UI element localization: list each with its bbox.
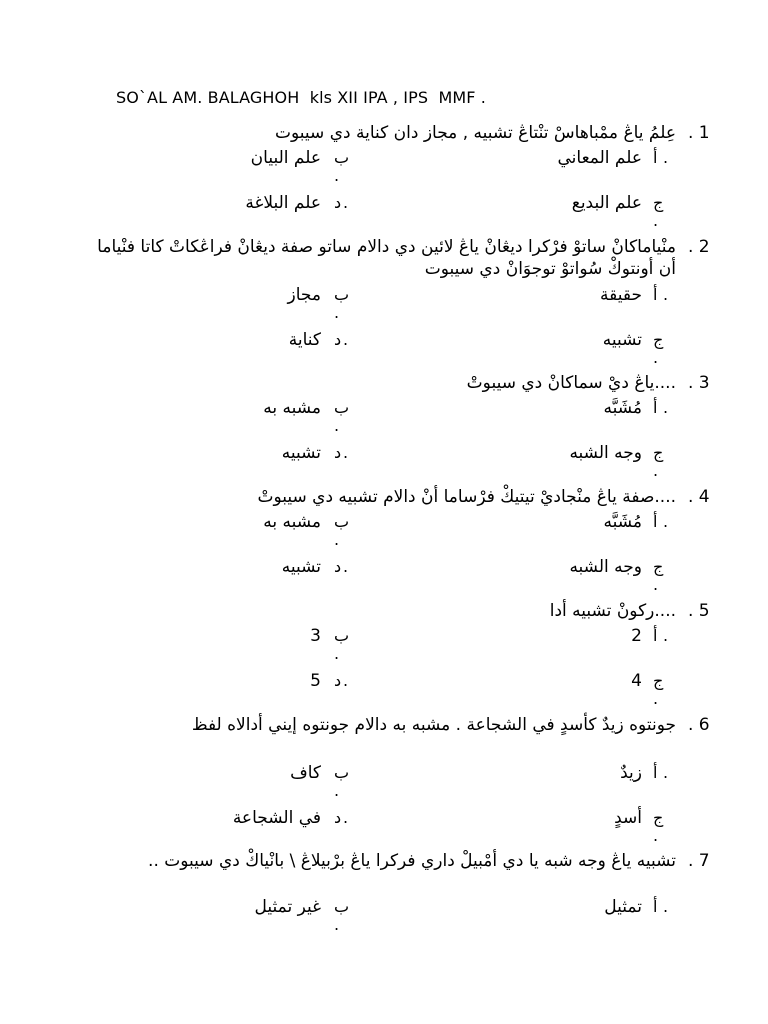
option-letter: د <box>334 193 342 212</box>
option-text: مشبه به <box>263 398 321 418</box>
option-dot: . <box>343 193 349 212</box>
option-dot: . <box>343 557 349 576</box>
option-letter: أ <box>653 763 658 782</box>
option-dot: . <box>653 348 659 367</box>
option-letter: ج <box>653 671 664 690</box>
option-letter: د <box>334 557 342 576</box>
option-text: 2 <box>631 626 642 646</box>
option-letter: ب <box>334 897 350 916</box>
option-d <box>0 330 768 370</box>
option-b <box>0 763 768 803</box>
option-dot: . <box>653 461 659 480</box>
option-dot: . <box>334 166 340 185</box>
option-dot: . <box>653 211 659 230</box>
option-dot: . <box>334 416 340 435</box>
option-letter: ب <box>334 626 350 645</box>
option-text: تمثيل <box>604 897 642 917</box>
option-d <box>0 443 768 483</box>
option-letter: ج <box>653 557 664 576</box>
option-b <box>0 285 768 325</box>
worksheet-title: SO`AL AM. BALAGHOH kls XII IPA , IPS MMF . <box>116 88 486 107</box>
option-letter: ج <box>653 443 664 462</box>
question-text: منْياماكانْ ساتوْ فرْكرا ديڠانْ ياڠ لائين دي دالام ساتو صفة ديڠانْ فراڠكاتْ كاتا فنْياما أن أونتوكْ سُواتوْ توجوَانْ دي سيبوت <box>97 237 676 279</box>
option-text: وجه الشبه <box>569 557 642 577</box>
option-text: غير تمثيل <box>254 897 321 917</box>
option-b <box>0 626 768 666</box>
question-text: ....ركونْ تشبيه أدا <box>549 601 676 621</box>
option-text: 3 <box>310 626 321 646</box>
option-letter: ب <box>334 398 350 417</box>
option-dot: . <box>334 530 340 549</box>
option-letter: ج <box>653 330 664 349</box>
question-text: ....ياڠ ديْ سماكانْ دي سيبوتْ <box>466 373 676 393</box>
option-dot: . <box>343 671 349 690</box>
option-letter: ب <box>334 285 350 304</box>
option-dot: . <box>653 689 659 708</box>
option-letter: د <box>334 671 342 690</box>
option-d <box>0 557 768 597</box>
option-dot: . <box>343 808 349 827</box>
question-number: . 3 <box>688 373 710 393</box>
option-text: مشبه به <box>263 512 321 532</box>
option-letter: أ <box>653 398 658 417</box>
option-text: مجاز <box>287 285 321 305</box>
option-text: حقيقة <box>600 285 642 305</box>
option-letter: أ <box>653 897 658 916</box>
option-text: زيدٌ <box>620 763 642 783</box>
option-letter: ب <box>334 763 350 782</box>
option-letter: أ <box>653 626 658 645</box>
option-b <box>0 148 768 188</box>
option-letter: ج <box>653 193 664 212</box>
option-b <box>0 897 768 937</box>
option-letter: أ <box>653 148 658 167</box>
option-dot: . <box>334 303 340 322</box>
option-d <box>0 671 768 711</box>
option-dot: . <box>663 512 669 531</box>
option-dot: . <box>334 644 340 663</box>
option-d <box>0 193 768 233</box>
option-dot: . <box>663 763 669 782</box>
option-text: تشبيه <box>281 443 321 463</box>
option-dot: . <box>334 915 340 934</box>
option-letter: د <box>334 443 342 462</box>
option-text: كناية <box>288 330 321 350</box>
option-text: علم المعاني <box>557 148 642 168</box>
option-dot: . <box>343 330 349 349</box>
option-text: تشبيه <box>281 557 321 577</box>
option-text: أسدٍ <box>614 808 642 828</box>
option-letter: ب <box>334 512 350 531</box>
option-text: وجه الشبه <box>569 443 642 463</box>
question-text: ....صفة ياڠ منْجاديْ تيتيكْ فرْساما أنْ دالام تشبيه دي سيبوتْ <box>257 487 676 507</box>
option-dot: . <box>663 398 669 417</box>
option-b <box>0 398 768 438</box>
option-text: في الشجاعة <box>232 808 321 828</box>
question-number: . 7 <box>688 851 710 871</box>
option-letter: د <box>334 808 342 827</box>
option-text: 4 <box>631 671 642 691</box>
option-text: 5 <box>310 671 321 691</box>
option-text: علم البيان <box>250 148 321 168</box>
question-number: . 2 <box>688 237 710 257</box>
option-text: تشبيه <box>602 330 642 350</box>
question-text: تشبيه ياڠ وجه شبه يا دي أمْبيلْ داري فركرا ياڠ برْبيلاڠ \ بانْياكْ دي سيبوت .. <box>148 851 676 871</box>
option-letter: ج <box>653 808 664 827</box>
option-dot: . <box>663 626 669 645</box>
option-dot: . <box>663 897 669 916</box>
option-dot: . <box>343 443 349 462</box>
option-letter: أ <box>653 285 658 304</box>
option-text: مُشَبَّه <box>603 398 642 418</box>
question-number: . 5 <box>688 601 710 621</box>
question-number: . 4 <box>688 487 710 507</box>
option-letter: أ <box>653 512 658 531</box>
question-number: . 1 <box>688 123 710 143</box>
option-dot: . <box>663 148 669 167</box>
option-text: علم البلاغة <box>245 193 321 213</box>
option-text: علم البديع <box>571 193 642 213</box>
option-d <box>0 808 768 848</box>
option-text: مُشَبَّه <box>603 512 642 532</box>
question-number: . 6 <box>688 715 710 735</box>
option-dot: . <box>334 781 340 800</box>
option-dot: . <box>653 826 659 845</box>
question-text: عِلمُ ياڠ ممْباهاسْ تنْتاڠ تشبيه , مجاز دان كناية دي سيبوت <box>275 123 676 143</box>
question-text: جونتوه زيدٌ كأسدٍ في الشجاعة . مشبه به دالام جونتوه إيني أدالاه لفظ <box>191 715 676 735</box>
option-letter: د <box>334 330 342 349</box>
option-b <box>0 512 768 552</box>
option-letter: ب <box>334 148 350 167</box>
option-dot: . <box>663 285 669 304</box>
option-dot: . <box>653 575 659 594</box>
option-text: كاف <box>290 763 321 783</box>
